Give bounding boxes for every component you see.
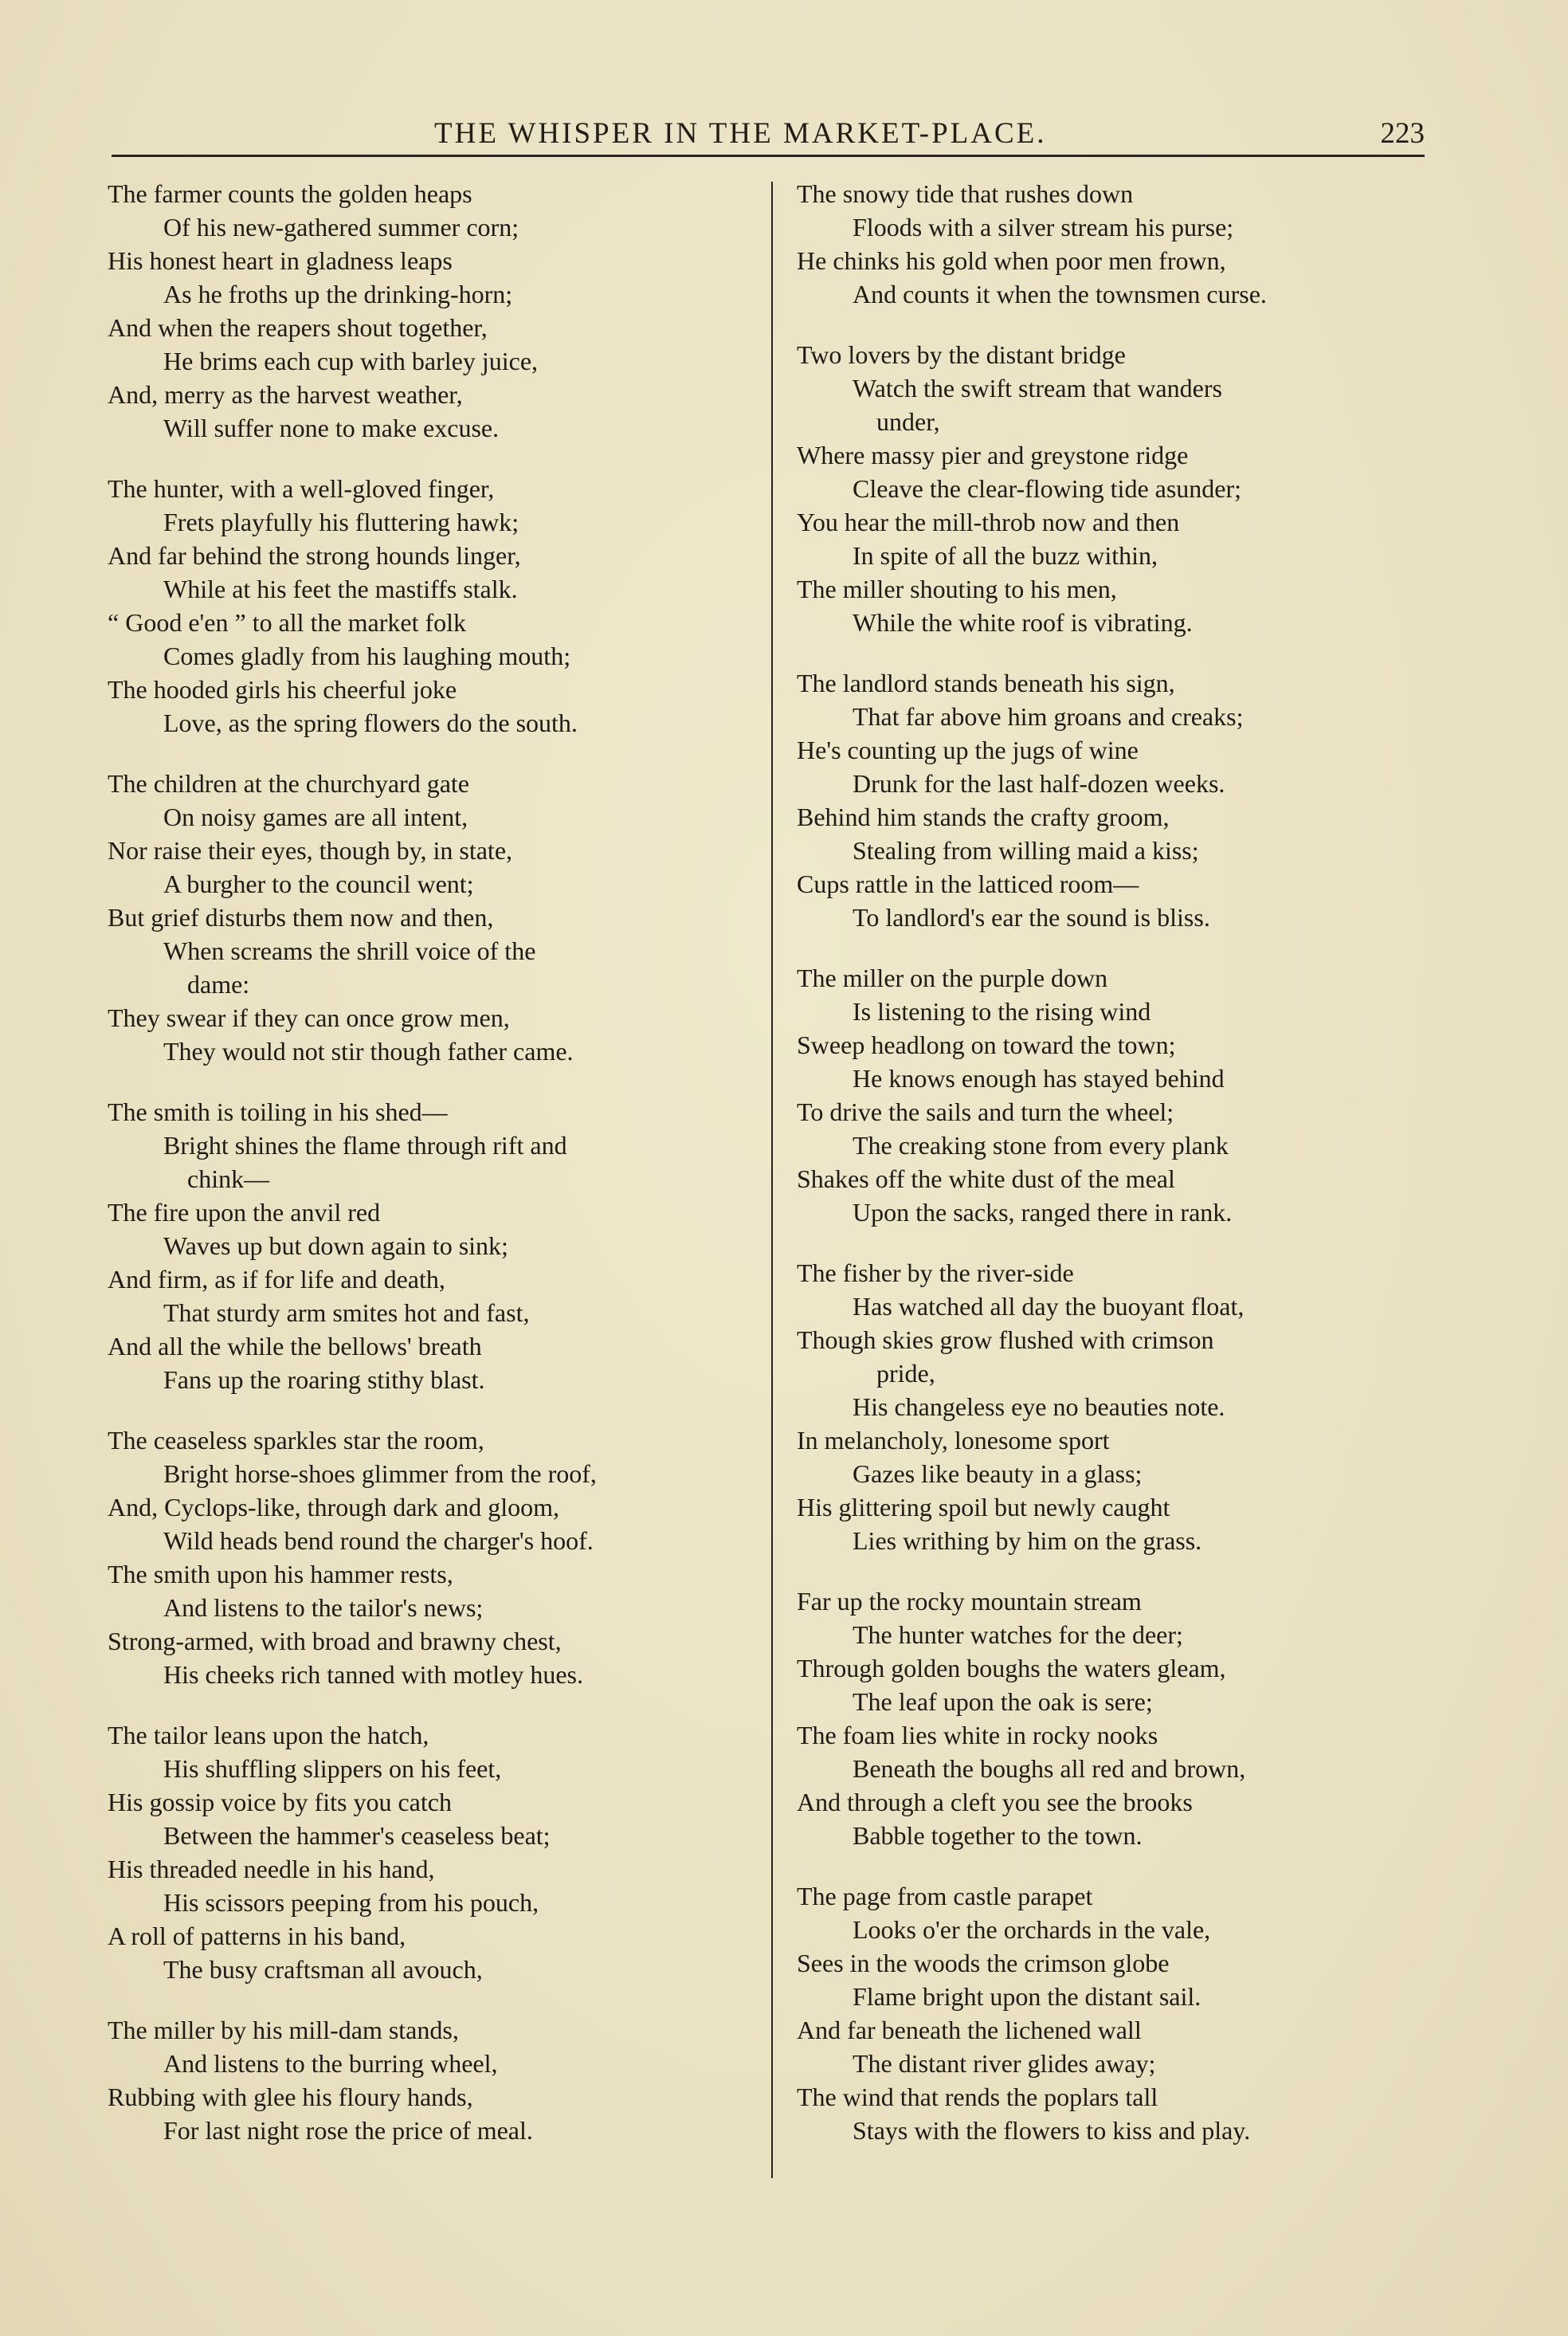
poem-line: His honest heart in gladness leaps xyxy=(108,246,453,275)
poem-line: Stealing from willing maid a kiss; xyxy=(853,836,1199,865)
stanza-sparkles xyxy=(108,1423,769,1691)
poem-line: That far above him groans and creaks; xyxy=(853,702,1244,731)
poem-line: The busy craftsman all avouch, xyxy=(163,1955,483,1984)
poem-line: He brims each cup with barley juice, xyxy=(163,347,539,375)
poem-line: While at his feet the mastiffs stalk. xyxy=(163,575,518,603)
stanza-tailor xyxy=(108,1718,769,1986)
poem-line: Strong-armed, with broad and brawny chest, xyxy=(108,1627,562,1655)
poem-line: His gossip voice by fits you catch xyxy=(108,1788,452,1816)
stanza-hunter xyxy=(108,472,769,740)
poem-line: Gazes like beauty in a glass; xyxy=(853,1459,1143,1488)
poem-line: Frets playfully his fluttering hawk; xyxy=(163,508,519,536)
poem-line: The farmer counts the golden heaps xyxy=(108,179,472,208)
poem-line: The children at the churchyard gate xyxy=(108,769,469,798)
poem-line: Stays with the flowers to kiss and play. xyxy=(853,2116,1251,2145)
poem-line: When screams the shrill voice of the xyxy=(163,936,536,965)
poem-line: And, merry as the harvest weather, xyxy=(108,380,463,409)
poem-line: The landlord stands beneath his sign, xyxy=(797,669,1175,697)
poem-line: He's counting up the jugs of wine xyxy=(797,736,1139,764)
poem-line: And when the reapers shout together, xyxy=(108,313,488,342)
poem-line: The hunter watches for the deer; xyxy=(853,1620,1183,1649)
poem-line: The wind that rends the poplars tall xyxy=(797,2083,1158,2111)
poem-line: And all the while the bellows' breath xyxy=(108,1332,482,1360)
poem-line: Between the hammer's ceaseless beat; xyxy=(163,1821,551,1850)
poem-line: That sturdy arm smites hot and fast, xyxy=(163,1298,530,1327)
poem-line: And listens to the tailor's news; xyxy=(163,1593,484,1622)
poem-line: The miller shouting to his men, xyxy=(797,575,1117,603)
stanza-page xyxy=(797,1879,1434,2147)
poem-line: The leaf upon the oak is sere; xyxy=(853,1687,1153,1716)
poem-line: Upon the sacks, ranged there in rank. xyxy=(853,1198,1233,1227)
poem-line: Will suffer none to make excuse. xyxy=(163,414,500,442)
poem-line: For last night rose the price of meal. xyxy=(163,2116,533,2145)
poem-line: He chinks his gold when poor men frown, xyxy=(797,246,1226,275)
poem-line: And through a cleft you see the brooks xyxy=(797,1788,1193,1816)
page-header xyxy=(112,112,1425,157)
stanza-snowy-tide xyxy=(797,177,1434,311)
poem-line: Cleave the clear-flowing tide asunder; xyxy=(853,474,1242,503)
poem-line: The miller on the purple down xyxy=(797,964,1108,992)
poem-line: Sweep headlong on toward the town; xyxy=(797,1031,1176,1059)
poem-line: The miller by his mill-dam stands, xyxy=(108,2016,459,2044)
poem-line: But grief disturbs them now and then, xyxy=(108,903,494,932)
poem-line: Love, as the spring flowers do the south. xyxy=(163,709,578,737)
poem-line: The smith upon his hammer rests, xyxy=(108,1560,453,1588)
poem-line-continuation: pride, xyxy=(876,1359,935,1388)
poem-line: He knows enough has stayed behind xyxy=(853,1064,1225,1093)
poem-line: Babble together to the town. xyxy=(853,1821,1143,1850)
poem-line: The snowy tide that rushes down xyxy=(797,179,1134,208)
poem-line: A burgher to the council went; xyxy=(163,870,474,898)
poem-line: Two lovers by the distant bridge xyxy=(797,340,1126,369)
poem-line: They would not stir though father came. xyxy=(163,1037,574,1066)
poem-line: “ Good e'en ” to all the market folk xyxy=(108,608,467,637)
poem-line: Drunk for the last half-dozen weeks. xyxy=(853,769,1225,798)
column-divider xyxy=(771,182,773,2178)
poem-line: Bright horse-shoes glimmer from the roof, xyxy=(163,1459,597,1488)
poem-line: Through golden boughs the waters gleam, xyxy=(797,1654,1226,1682)
stanza-fisher xyxy=(797,1256,1434,1557)
poem-line: Rubbing with glee his floury hands, xyxy=(108,2083,473,2111)
poem-line: Beneath the boughs all red and brown, xyxy=(853,1754,1246,1783)
poem-line: Wild heads bend round the charger's hoof. xyxy=(163,1526,594,1555)
poem-line: And far beneath the lichened wall xyxy=(797,2016,1142,2044)
stanza-miller-dam xyxy=(108,2013,769,2147)
stanza-mountain-hunter xyxy=(797,1584,1434,1852)
page-number: 223 xyxy=(1380,117,1425,150)
poem-line: And, Cyclops-like, through dark and gloom, xyxy=(108,1493,560,1521)
poem-line: You hear the mill-throb now and then xyxy=(797,508,1180,536)
poem-line: Cups rattle in the latticed room— xyxy=(797,870,1139,898)
poem-line: And firm, as if for life and death, xyxy=(108,1265,445,1294)
stanza-landlord xyxy=(797,666,1434,934)
poem-line-continuation: under, xyxy=(876,407,940,436)
right-column xyxy=(797,177,1434,2174)
poem-line: In melancholy, lonesome sport xyxy=(797,1426,1110,1455)
poem-line: Though skies grow flushed with crimson xyxy=(797,1325,1214,1354)
poem-line: Far up the rocky mountain stream xyxy=(797,1587,1142,1616)
left-column xyxy=(108,177,769,2174)
poem-line: Comes gladly from his laughing mouth; xyxy=(163,642,571,670)
poem-line: Where massy pier and greystone ridge xyxy=(797,441,1189,469)
stanza-smith xyxy=(108,1095,769,1396)
poem-line: The smith is toiling in his shed— xyxy=(108,1097,448,1126)
poem-line: The creaking stone from every plank xyxy=(853,1131,1229,1160)
poem-line-continuation: chink— xyxy=(187,1164,270,1193)
poem-line: His changeless eye no beauties note. xyxy=(853,1392,1225,1421)
poem-line: His glittering spoil but newly caught xyxy=(797,1493,1170,1521)
poem-line: To landlord's ear the sound is bliss. xyxy=(853,903,1210,932)
poem-line: In spite of all the buzz within, xyxy=(853,541,1158,570)
poem-line: They swear if they can once grow men, xyxy=(108,1003,510,1032)
poem-line: His shuffling slippers on his feet, xyxy=(163,1754,502,1783)
poem-line: Waves up but down again to sink; xyxy=(163,1231,508,1260)
poem-line: The distant river glides away; xyxy=(853,2049,1156,2078)
poem-line: The ceaseless sparkles star the room, xyxy=(108,1426,484,1455)
poem-line: The fisher by the river-side xyxy=(797,1258,1074,1287)
stanza-farmer xyxy=(108,177,769,445)
poem-line: Lies writhing by him on the grass. xyxy=(853,1526,1202,1555)
poem-line: The fire upon the anvil red xyxy=(108,1198,381,1227)
poem-line: Floods with a silver stream his purse; xyxy=(853,213,1234,241)
poem-line: Shakes off the white dust of the meal xyxy=(797,1164,1175,1193)
poem-line: Fans up the roaring stithy blast. xyxy=(163,1365,485,1394)
poem-line: Behind him stands the crafty groom, xyxy=(797,803,1170,831)
poem-line: The page from castle parapet xyxy=(797,1882,1093,1910)
poem-line: Flame bright upon the distant sail. xyxy=(853,1982,1201,2011)
poem-line: A roll of patterns in his band, xyxy=(108,1922,406,1950)
stanza-miller-down xyxy=(797,961,1434,1229)
stanza-children xyxy=(108,767,769,1068)
poem-line: While the white roof is vibrating. xyxy=(853,608,1193,637)
poem-line: The hooded girls his cheerful joke xyxy=(108,675,457,704)
poem-line: The foam lies white in rocky nooks xyxy=(797,1721,1158,1749)
running-title: THE WHISPER IN THE MARKET-PLACE. xyxy=(434,117,1047,150)
poem-line: Looks o'er the orchards in the vale, xyxy=(853,1915,1211,1944)
poem-line: Of his new-gathered summer corn; xyxy=(163,213,519,241)
poem-line: Sees in the woods the crimson globe xyxy=(797,1949,1170,1977)
poem-line: Nor raise their eyes, though by, in state, xyxy=(108,836,513,865)
poem-line: The tailor leans upon the hatch, xyxy=(108,1721,429,1749)
stanza-lovers xyxy=(797,338,1434,639)
poem-line: On noisy games are all intent, xyxy=(163,803,468,831)
poem-line: His scissors peeping from his pouch, xyxy=(163,1888,539,1917)
poem-line: The hunter, with a well-gloved finger, xyxy=(108,474,495,503)
poem-line: As he froths up the drinking-horn; xyxy=(163,280,513,308)
poem-line: Bright shines the flame through rift and xyxy=(163,1131,567,1160)
poem-line: Watch the swift stream that wanders xyxy=(853,374,1222,402)
poem-line: And far behind the strong hounds linger, xyxy=(108,541,521,570)
poem-line: Is listening to the rising wind xyxy=(853,997,1151,1026)
poem-line: His threaded needle in his hand, xyxy=(108,1855,435,1883)
poem-line: And counts it when the townsmen curse. xyxy=(853,280,1267,308)
poem-line-continuation: dame: xyxy=(187,970,250,999)
poem-line: To drive the sails and turn the wheel; xyxy=(797,1097,1174,1126)
poem-line: Has watched all day the buoyant float, xyxy=(853,1292,1245,1321)
poem-line: And listens to the burring wheel, xyxy=(163,2049,498,2078)
poem-line: His cheeks rich tanned with motley hues. xyxy=(163,1660,583,1689)
